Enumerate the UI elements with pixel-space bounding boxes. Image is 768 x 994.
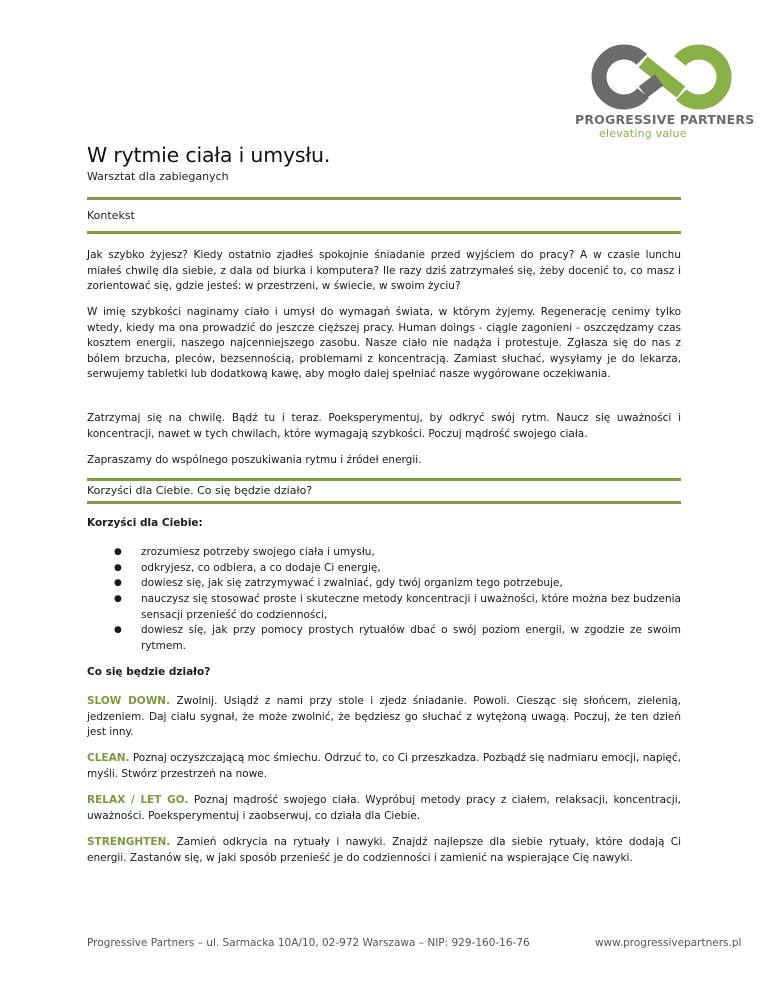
program-item bbox=[87, 694, 681, 741]
list-item-text: dowiesz się, jak przy pomocy prostych rytuałów dbać o swój poziom energii, w zgodzie ze swoim rytmem. bbox=[141, 624, 681, 652]
program-text: Zwolnij. Usiądź z nami przy stole i zjedz śniadanie. Powoli. Ciesząc się słońcem, zielenią, jedzeniem. Daj ciału sygnał, że może zwolnić, że będziesz go słuchać z wytężoną uwagą. Poczuj, że ten dzień jest inny. bbox=[87, 695, 682, 738]
bullet-icon: ● bbox=[114, 547, 122, 557]
program-item bbox=[87, 835, 681, 866]
brand-name: PROGRESSIVE PARTNERS bbox=[575, 112, 755, 127]
brand-tagline: elevating value bbox=[599, 127, 687, 140]
footer-website[interactable]: www.progressivepartners.pl bbox=[595, 937, 742, 949]
list-item-text: zrozumiesz potrzeby swojego ciała i umysłu, bbox=[141, 546, 375, 558]
footer-address: Progressive Partners – ul. Sarmacka 10A/10, 02-972 Warszawa – NIP: 929-160-16-76 bbox=[87, 937, 530, 949]
list-item bbox=[114, 592, 681, 623]
context-paragraph: W imię szybkości naginamy ciało i umysł do wymagań świata, w którym żyjemy. Regenerację cenimy tylko wtedy, kiedy ma ona prowadzić do jeszcze cięższej pracy. Human doings - ciągle zagonieni - oszczędzamy czas kosztem energii, naszego najcenniejszego zasobu. Nasze ciało nie nadąża i protestuje. Zgłasza się do nas z bólem brzucha, pleców, bezsennością, problemami z koncentracją. Zamiast słuchać, wysyłamy je do lekarza, serwujemy tabletki lub dodatkową kawę, aby mogło dalej spełniać nasze wygórowane oczekiwania. bbox=[87, 306, 681, 380]
list-item-text: odkryjesz, co odbiera, a co dodaje Ci energię, bbox=[141, 562, 381, 574]
section-heading-benefits: Korzyści dla Ciebie. Co się będzie działo? bbox=[87, 484, 313, 497]
program-keyword: STRENGHTEN. bbox=[87, 836, 171, 848]
list-item bbox=[114, 545, 681, 561]
context-paragraph: Jak szybko żyjesz? Kiedy ostatnio zjadłeś spokojnie śniadanie przed wyjściem do pracy? A w czasie lunchu miałeś chwilę dla siebie, z dala od biurka i komputera? Ile razy dziś zatrzymałeś się, żeby docenić to, co masz i zorientować się, gdzie jesteś: w przestrzeni, w świecie, w swoim życiu? bbox=[87, 249, 681, 292]
program-item bbox=[87, 751, 681, 782]
program-text: Zamień odkrycia na rytuały i nawyki. Znajdź najlepsze dla siebie rytuały, które dodają Ci energii. Zastanów się, w jaki sposób przenieść je do codzienności i zamienić na wspierające Cię nawyki. bbox=[87, 836, 681, 864]
list-item bbox=[114, 576, 681, 592]
bullet-icon: ● bbox=[114, 563, 122, 573]
section-rule bbox=[87, 501, 681, 504]
program-keyword: RELAX / LET GO. bbox=[87, 794, 189, 806]
section-rule bbox=[87, 478, 681, 481]
bullet-icon: ● bbox=[114, 625, 122, 635]
program-heading: Co się będzie działo? bbox=[87, 666, 211, 678]
section-rule bbox=[87, 231, 681, 234]
program-text: Poznaj oczyszczającą moc śmiechu. Odrzuć to, co Ci przeszkadza. Pozbądź się nadmiaru emocji, napięć, myśli. Stwórz przestrzeń na nowe. bbox=[87, 752, 681, 780]
context-paragraph: Zapraszamy do wspólnego poszukiwania rytmu i źródeł energii. bbox=[87, 454, 422, 466]
program-item bbox=[87, 793, 681, 824]
company-logo bbox=[575, 44, 755, 140]
section-heading-context: Kontekst bbox=[87, 209, 135, 222]
page-subtitle: Warsztat dla zabieganych bbox=[87, 170, 229, 183]
list-item-text: dowiesz się, jak się zatrzymywać i zwalniać, gdy twój organizm tego potrzebuje, bbox=[141, 577, 563, 589]
program-text: Poznaj mądrość swojego ciała. Wypróbuj metody pracy z ciałem, relaksacji, koncentracji, uważności. Poeksperymentuj i zaobserwuj, co działa dla Ciebie. bbox=[87, 794, 681, 822]
program-keyword: SLOW DOWN. bbox=[87, 695, 171, 707]
program-keyword: CLEAN. bbox=[87, 752, 130, 764]
context-paragraph: Zatrzymaj się na chwilę. Bądź tu i teraz. Poeksperymentuj, by odkryć swój rytm. Naucz się uważności i koncentracji, nawet w tych chwilach, które wymagają szybkości. Poczuj mądrość swojego ciała. bbox=[87, 412, 681, 440]
benefits-heading: Korzyści dla Ciebie: bbox=[87, 517, 203, 529]
list-item bbox=[114, 623, 681, 654]
section-rule bbox=[87, 197, 681, 200]
bullet-icon: ● bbox=[114, 578, 122, 588]
page-title: W rytmie ciała i umysłu. bbox=[87, 143, 331, 167]
infinity-logo-icon bbox=[581, 44, 743, 110]
bullet-icon: ● bbox=[114, 594, 122, 604]
list-item bbox=[114, 561, 681, 577]
list-item-text: nauczysz się stosować proste i skuteczne metody koncentracji i uważności, które można bez budzenia sensacji przenieść do codzienności, bbox=[141, 593, 681, 621]
